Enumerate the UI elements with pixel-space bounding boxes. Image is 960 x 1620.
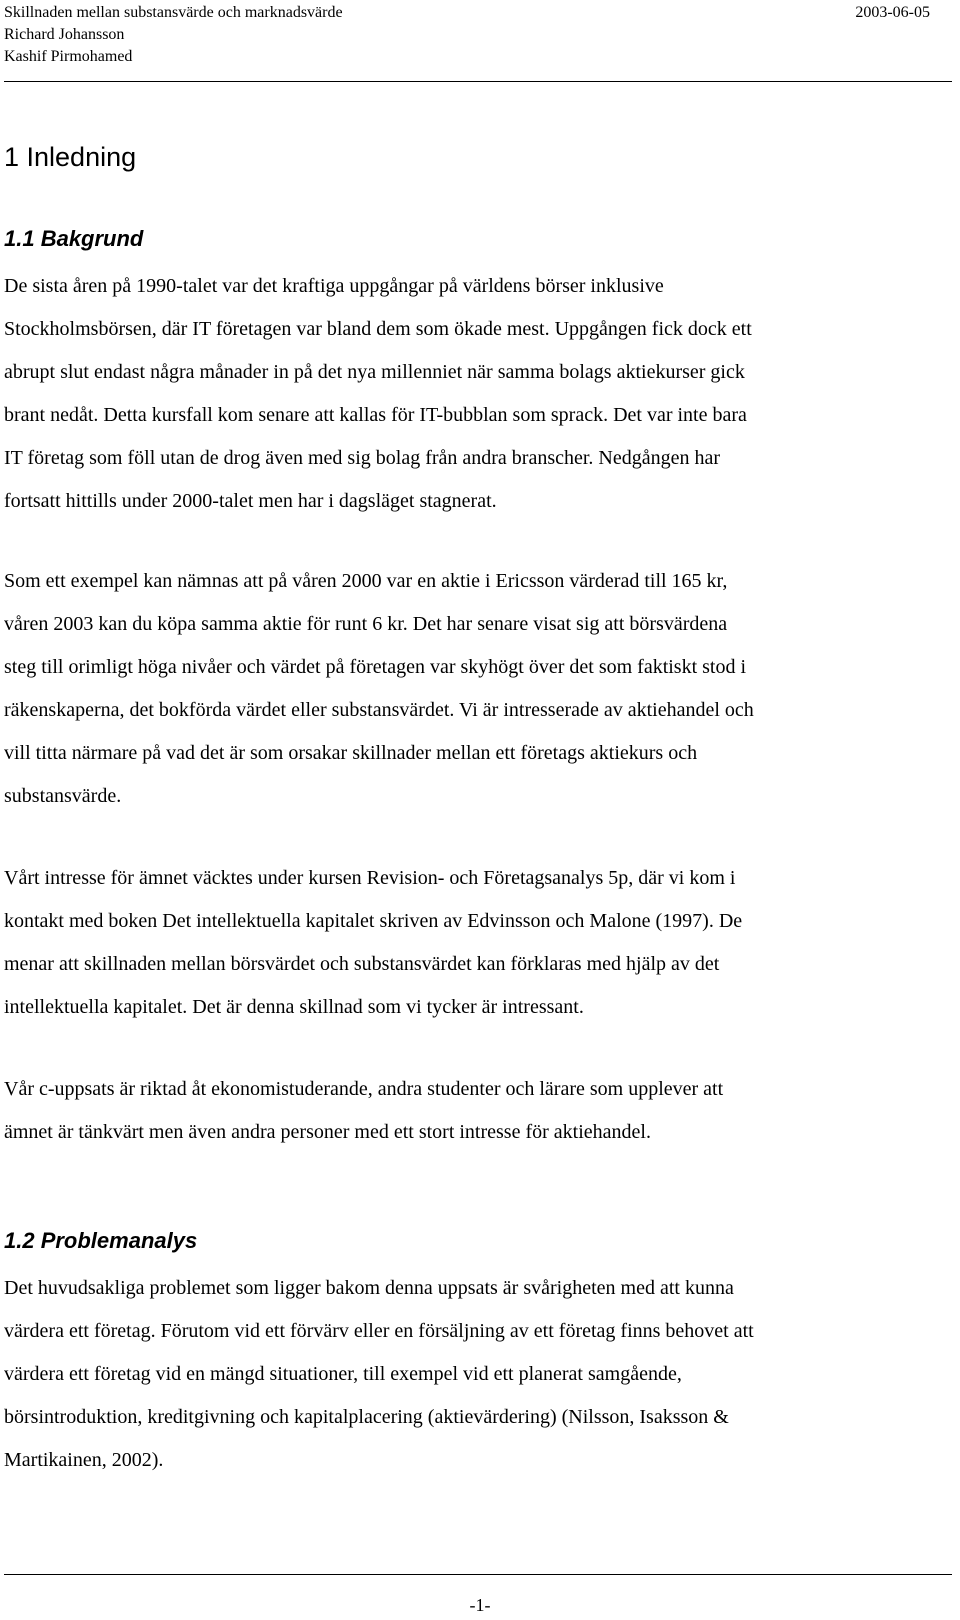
text-line: våren 2003 kan du köpa samma aktie för runt 6 kr. Det har senare visat sig att börsvärdena xyxy=(4,613,728,635)
text-line: ämnet är tänkvärt men även andra personer med ett stort intresse för aktiehandel. xyxy=(4,1121,651,1143)
text-line: Det huvudsakliga problemet som ligger bakom denna uppsats är svårigheten med att kunna xyxy=(4,1277,734,1299)
paragraph-problemanalys-1 xyxy=(4,1267,934,1482)
header-divider xyxy=(4,81,952,82)
text-line: kontakt med boken Det intellektuella kapitalet skriven av Edvinsson och Malone (1997). De xyxy=(4,910,743,932)
document-date: 2003-06-05 xyxy=(855,4,930,21)
document-title: Skillnaden mellan substansvärde och marknadsvärde xyxy=(4,4,343,21)
header-row xyxy=(4,2,930,24)
page-number: -1- xyxy=(469,1595,491,1615)
author-name: Kashif Pirmohamed xyxy=(4,48,133,65)
text-line: räkenskaperna, det bokförda värdet eller substansvärdet. Vi är intresserade av aktiehandel och xyxy=(4,699,754,721)
text-line: IT företag som föll utan de drog även med sig bolag från andra branscher. Nedgången har xyxy=(4,447,721,469)
paragraph-bakgrund-3 xyxy=(4,857,934,1029)
text-line: brant nedåt. Detta kursfall kom senare att kallas för IT-bubblan som sprack. Det var inte bara xyxy=(4,404,747,426)
text-line: Martikainen, 2002). xyxy=(4,1449,164,1471)
text-line: Vår c-uppsats är riktad åt ekonomistuderande, andra studenter och lärare som upplever att xyxy=(4,1078,724,1100)
paragraph-bakgrund-4 xyxy=(4,1068,934,1154)
text-line: vill titta närmare på vad det är som orsakar skillnader mellan ett företags aktiekurs och xyxy=(4,742,698,764)
text-line: värdera ett företag vid en mängd situationer, till exempel vid ett planerat samgående, xyxy=(4,1363,682,1385)
text-line: substansvärde. xyxy=(4,785,122,807)
text-line: intellektuella kapitalet. Det är denna skillnad som vi tycker är intressant. xyxy=(4,996,584,1018)
section-heading-problemanalys: 1.2 Problemanalys xyxy=(4,1228,198,1253)
page-header xyxy=(4,2,930,68)
footer-divider xyxy=(4,1574,952,1575)
text-line: abrupt slut endast några månader in på det nya millenniet när samma bolags aktiekurser gick xyxy=(4,361,745,383)
chapter-heading: 1 Inledning xyxy=(4,142,137,172)
section-heading-bakgrund: 1.1 Bakgrund xyxy=(4,226,144,251)
text-line: steg till orimligt höga nivåer och värdet på företagen var skyhögt över det som faktiskt stod i xyxy=(4,656,747,678)
text-line: fortsatt hittills under 2000-talet men har i dagsläget stagnerat. xyxy=(4,490,497,512)
text-line: Stockholmsbörsen, där IT företagen var bland dem som ökade mest. Uppgången fick dock ett xyxy=(4,318,752,340)
paragraph-bakgrund-2 xyxy=(4,560,934,818)
text-line: börsintroduktion, kreditgivning och kapitalplacering (aktievärdering) (Nilsson, Isaksson & xyxy=(4,1406,729,1428)
text-line: värdera ett företag. Förutom vid ett förvärv eller en försäljning av ett företag finns behovet att xyxy=(4,1320,754,1342)
text-line: De sista åren på 1990-talet var det kraftiga uppgångar på världens börser inklusive xyxy=(4,275,664,297)
text-line: menar att skillnaden mellan börsvärdet och substansvärdet kan förklaras med hjälp av det xyxy=(4,953,720,975)
text-line: Vårt intresse för ämnet väcktes under kursen Revision- och Företagsanalys 5p, där vi kom i xyxy=(4,867,736,889)
author-name: Richard Johansson xyxy=(4,26,125,43)
paragraph-bakgrund-1 xyxy=(4,265,934,523)
text-line: Som ett exempel kan nämnas att på våren 2000 var en aktie i Ericsson värderad till 165 kr, xyxy=(4,570,728,592)
